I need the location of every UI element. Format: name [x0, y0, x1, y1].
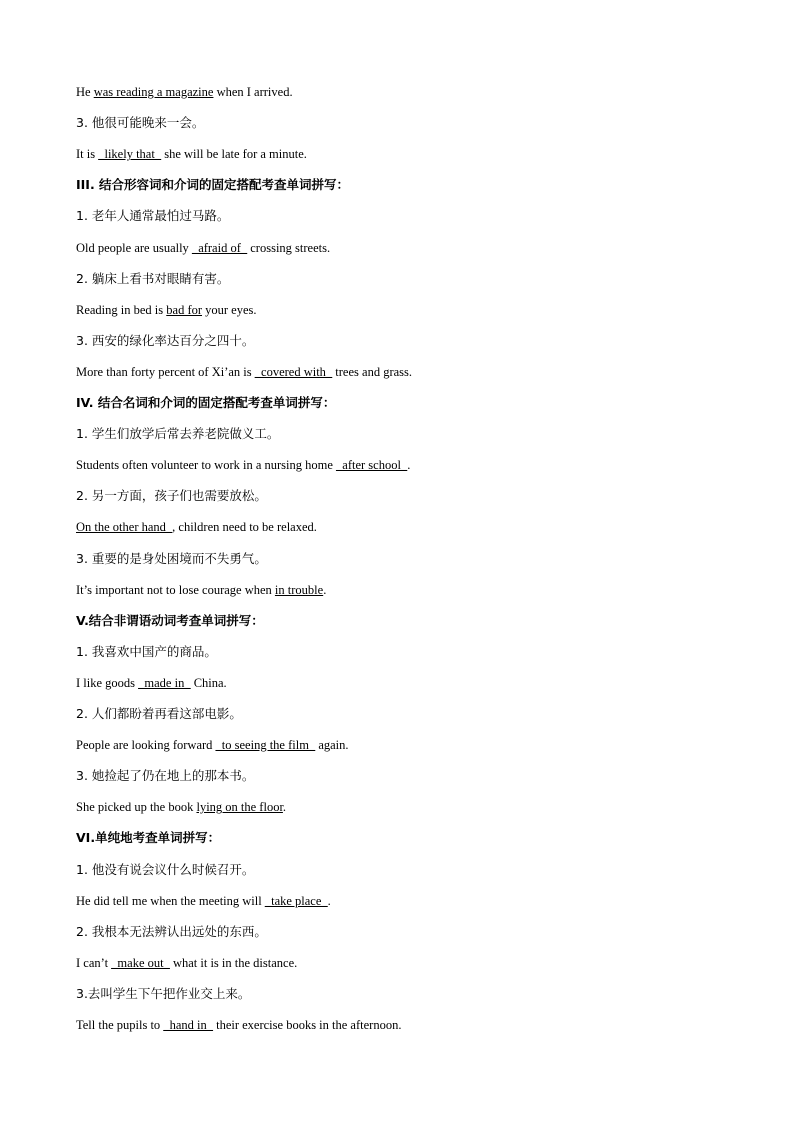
section-heading: III. 结合形容词和介词的固定搭配考查单词拼写： [76, 177, 350, 193]
section-heading: V.结合非谓语动词考查单词拼写： [76, 612, 264, 628]
chinese-prompt: 3. 重要的是身处困境而不失勇气。 [76, 550, 267, 566]
sentence-text-after: again. [315, 738, 349, 753]
sentence-text-after: what it is in the distance. [169, 955, 298, 970]
sentence-text-before: More than forty percent of Xi’an is [76, 364, 255, 379]
sentence-text-after: their exercise books in the afternoon. [212, 1018, 402, 1032]
sentence-text-before: Old people are usually [76, 240, 192, 255]
sentence-text-after: . [327, 893, 331, 908]
sentence-text-after: , children need to be relaxed. [172, 520, 317, 535]
answer-sentence [76, 1017, 401, 1033]
answer-sentence [76, 146, 307, 162]
chinese-prompt: 2. 另一方面，孩子们也需要放松。 [76, 488, 267, 504]
sentence-text-after: . [323, 582, 327, 597]
sentence-text-after: China. [190, 675, 227, 690]
sentence-text-after: trees and grass. [332, 364, 413, 379]
chinese-prompt: 1. 他没有说会议什么时候召开。 [76, 861, 255, 877]
answer-sentence [76, 240, 330, 256]
answer-blank: _take place_ [264, 893, 328, 908]
sentence-text-before: I like goods [76, 675, 139, 690]
sentence-text-after: . [407, 458, 411, 473]
sentence-text-after: she will be late for a minute. [161, 147, 307, 162]
sentence-text-after: your eyes. [202, 302, 257, 317]
answer-blank: On the other hand_ [76, 520, 173, 535]
answer-sentence [76, 893, 331, 909]
answer-sentence [76, 457, 410, 473]
sentence-text-before: She picked up the book [76, 800, 197, 815]
chinese-prompt: 1. 老年人通常最怕过马路。 [76, 208, 230, 224]
chinese-prompt: 1. 学生们放学后常去养老院做义工。 [76, 426, 280, 442]
chinese-prompt: 3. 他很可能晚来一会。 [76, 115, 205, 131]
sentence-text-before: Students often volunteer to work in a nursing home [76, 458, 337, 473]
sentence-text-before: Reading in bed is [76, 302, 167, 317]
sentence-text-before: He did tell me when the meeting will [76, 893, 265, 908]
answer-sentence [76, 675, 227, 691]
answer-sentence [76, 519, 317, 535]
chinese-prompt: 2. 我根本无法辨认出远处的东西。 [76, 923, 267, 939]
answer-sentence [76, 737, 349, 753]
answer-blank: _make out_ [111, 955, 170, 970]
answer-sentence [76, 955, 297, 971]
answer-sentence [76, 582, 326, 598]
answer-blank: _after school_ [336, 458, 408, 473]
sentence-text-before: It is [76, 147, 99, 162]
chinese-prompt: 3. 她捡起了仍在地上的那本书。 [76, 768, 255, 784]
sentence-text-after: . [282, 800, 287, 815]
answer-blank: _made in_ [138, 675, 191, 690]
sentence-text-before: Tell the pupils to [76, 1018, 164, 1032]
sentence-text-after: when I arrived. [213, 85, 293, 99]
answer-blank: was reading a magazine [93, 85, 214, 99]
answer-sentence [76, 84, 293, 100]
answer-blank: lying on the floor [196, 800, 283, 815]
section-heading: VI.单纯地考查单词拼写： [76, 830, 221, 846]
answer-sentence [76, 364, 412, 380]
sentence-text-before: I can’t [76, 955, 112, 970]
sentence-text-before: He [76, 85, 94, 99]
answer-blank: bad for [166, 302, 203, 317]
answer-blank: _likely that_ [98, 147, 162, 162]
answer-sentence [76, 302, 257, 318]
answer-blank: _afraid of_ [191, 240, 248, 255]
answer-blank: _covered with_ [254, 364, 333, 379]
sentence-text-after: crossing streets. [247, 240, 331, 255]
chinese-prompt: 2. 躺床上看书对眼睛有害。 [76, 270, 230, 286]
chinese-prompt: 1. 我喜欢中国产的商品。 [76, 643, 217, 659]
answer-blank: in trouble [274, 582, 324, 597]
sentence-text-before: It’s important not to lose courage when [76, 582, 275, 597]
section-heading: IV. 结合名词和介词的固定搭配考查单词拼写： [76, 395, 336, 410]
chinese-prompt: 3.去叫学生下午把作业交上来。 [76, 985, 251, 1001]
chinese-prompt: 2. 人们都盼着再看这部电影。 [76, 706, 242, 721]
sentence-text-before: People are looking forward [76, 738, 216, 753]
chinese-prompt: 3. 西安的绿化率达百分之四十。 [76, 332, 255, 348]
answer-sentence [76, 799, 286, 815]
answer-blank: _hand in_ [163, 1018, 213, 1032]
answer-blank: _to seeing the film_ [215, 738, 316, 753]
